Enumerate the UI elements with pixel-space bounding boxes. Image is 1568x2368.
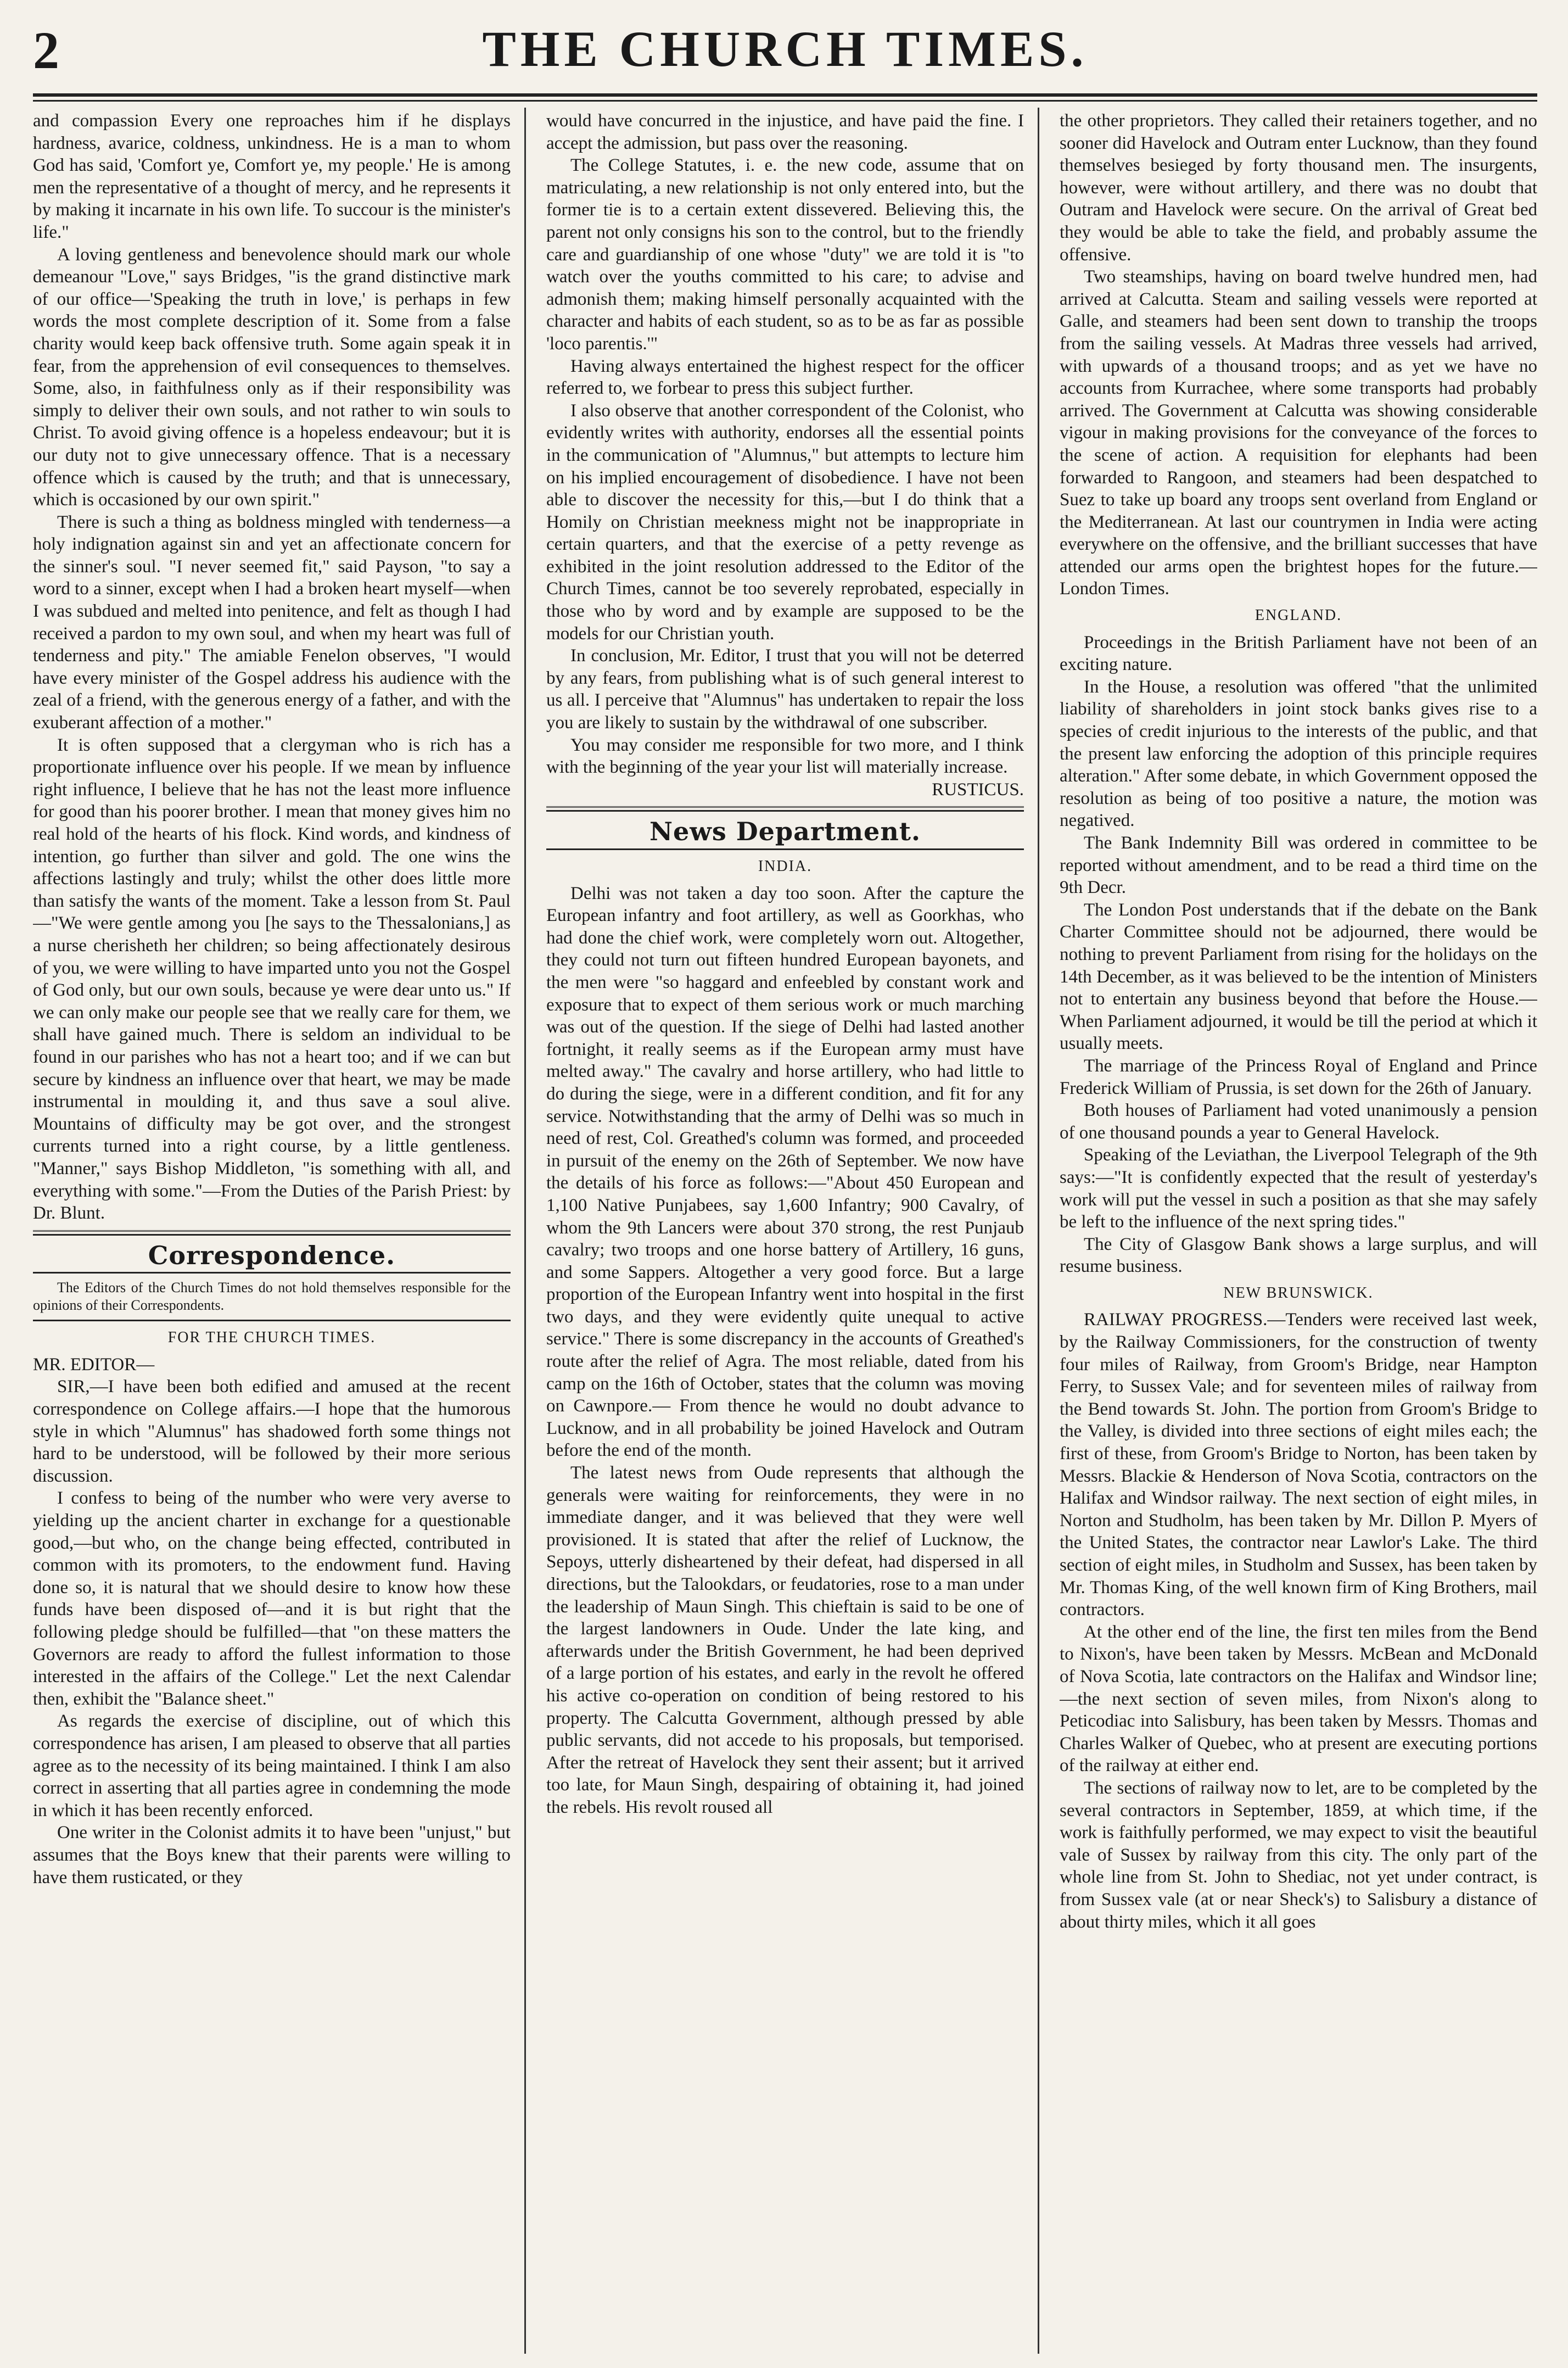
editorial-note: The Editors of the Church Times do not hold themselves responsible for the opinions of their Correspondents. xyxy=(33,1280,511,1314)
paragraph: The Bank Indemnity Bill was ordered in committee to be reported without amendment, and to be read a third time on the 9th Decr. xyxy=(1060,833,1537,898)
masthead-rule-thin xyxy=(33,100,1537,102)
paragraph: The sections of railway now to let, are to be completed by the several contractors in September, 1859, at which time, if the work is faithfully performed, we may expect to visit the beautiful vale of Sussex by railway from this city. The only part of the whole line from St. John to Shediac, not yet under contract, is from Sussex vale (at or near Sheck's) to Salisbury a distance of about thirty miles, which it all goes xyxy=(1060,1778,1537,1932)
paragraph: Having always entertained the highest respect for the officer referred to, we forbear to press this subject further. xyxy=(546,356,1024,399)
india-heading: INDIA. xyxy=(758,858,813,875)
column-1 xyxy=(33,110,511,2350)
england-heading: ENGLAND. xyxy=(1255,607,1342,624)
salutation: MR. EDITOR— xyxy=(33,1354,155,1375)
paragraph: A loving gentleness and benevolence should mark our whole demeanour "Love," says Bridges, "is the grand distinctive mark of our office—'Speaking the truth in love,' is perhaps in few words the most complete description of it. Some from a false charity would keep back offensive truth. Some again speak it in fear, from the apprehension of evil consequences to themselves. Some, also, in faithfulness only as if their responsibility was simply to deliver their own souls, and not rather to win souls to Christ. To avoid giving offence is a hopeless endeavour; but it is our duty not to give unnecessary offence. That is a necessary offence which is caused by the truth; and that is unnecessary, which is occasioned by our own spirit." xyxy=(33,244,511,510)
paragraph: The marriage of the Princess Royal of England and Prince Frederick William of Prussia, is set down for the 26th of January. xyxy=(1060,1055,1537,1098)
column-3 xyxy=(1060,110,1537,2350)
page-number: 2 xyxy=(33,21,59,80)
correspondence-heading: Correspondence. xyxy=(148,1240,396,1270)
paragraph: I also observe that another correspondent of the Colonist, who evidently writes with authority, endorses all the essential points in the communication of "Alumnus," but attempts to lecture him on his implied encouragement of disobedience. I have not been able to discover the necessity for this,—but I do think that a Homily on Christian meekness might not be inappropriate in certain quarters, and that the exercise of a petty revenge as exhibited in the joint resolution addressed to the Editor of the Church Times, cannot be too severely reprobated, especially in those who by word and by example are supposed to be the models for our Christian youth. xyxy=(546,400,1024,644)
section-divider xyxy=(33,1230,511,1236)
section-divider xyxy=(33,1272,511,1274)
paragraph: and compassion Every one reproaches him if he displays hardness, avarice, coldness, unkindness. He is a man to whom God has said, 'Comfort ye, Comfort ye, my people.' He is among men the representative of a thought of mercy, and he represents it by making it incarnate in his own life. To succour is the minister's life." xyxy=(33,111,511,242)
paragraph: Speaking of the Leviathan, the Liverpool Telegraph of the 9th says:—"It is confidently expected that the result of yesterday's work will put the vessel in such a position as that she may safely be left to the influence of the next spring tides." xyxy=(1060,1145,1537,1232)
paragraph: The London Post understands that if the debate on the Bank Charter Committee should not be adjourned, there would be nothing to prevent Parliament from rising for the holidays on the 14th December, as it was believed to be the intention of Ministers not to entertain any business beyond that before the House.— When Parliament adjourned, it would be till the period at which it usually meets. xyxy=(1060,900,1537,1054)
paragraph: the other proprietors. They called their retainers together, and no sooner did Havelock and Outram enter Lucknow, than they found themselves besieged by forty thousand men. The insurgents, however, were without artillery, and there was no doubt that Outram and Havelock were secure. On the arrival of Great bed they would be able to take the field, and probably assume the offensive. xyxy=(1060,111,1537,265)
new-brunswick-heading: NEW BRUNSWICK. xyxy=(1223,1284,1374,1302)
masthead-rule xyxy=(33,93,1537,97)
paragraph: RAILWAY PROGRESS.—Tenders were received last week, by the Railway Commissioners, for the construction of twenty four miles of Railway, from Groom's Bridge, near Hampton Ferry, to Sussex Vale; and for seventeen miles of railway from the Bend towards St. John. The portion from Groom's Bridge to the Valley, is divided into three sections of eight miles each; the first of these, from Groom's Bridge to Norton, has been taken by Messrs. Blackie & Henderson of Nova Scotia, contractors on the Halifax and Windsor railway. The next section of eight miles, in Norton and Studholm, has been taken by Mr. Dillon P. Myers of the United States, the contractor near Lawlor's Lake. The third section of eight miles, in Studholm and Sussex, has been taken by Mr. Thomas King, of the well known firm of King Brothers, mail contractors. xyxy=(1060,1310,1537,1620)
paragraph: Proceedings in the British Parliament have not been of an exciting nature. xyxy=(1060,632,1537,675)
section-divider xyxy=(546,848,1024,850)
section-divider xyxy=(546,806,1024,812)
for-line: FOR THE CHURCH TIMES. xyxy=(167,1329,376,1347)
paragraph: Two steamships, having on board twelve hundred men, had arrived at Calcutta. Steam and sailing vessels were reported at Galle, and steamers had been sent down to tranship the troops from the sailing vessels. At Madras three vessels had arrived, with upwards of a thousand troops; and as yet we have no accounts from Kurrachee, where some transports had probably arrived. The Government at Calcutta was showing considerable vigour in making provisions for the conveyance of the forces to the scene of action. A requisition for elephants had been forwarded to Rangoon, and steamers had been despatched to Suez to take up board any troops sent overland from England or the Mediterranean. At last our countrymen in India were acting everywhere on the offensive, and the brilliant successes that have attended our arms open the brightest hopes for the future.—London Times. xyxy=(1060,267,1537,599)
column-2 xyxy=(546,110,1024,2350)
section-divider xyxy=(33,1320,511,1321)
paragraph: The City of Glasgow Bank shows a large surplus, and will resume business. xyxy=(1060,1234,1537,1277)
newspaper-title: THE CHURCH TIMES. xyxy=(482,21,1088,77)
paragraph: I confess to being of the number who were very averse to yielding up the ancient charter in exchange for a questionable good,—but who, on the change being effected, contributed in common with its promoters, to the endowment fund. Having done so, it is natural that we should desire to know how these funds have been disposed of—and it is but right that the following pledge should be fulfilled—that "on these matters the Governors are ready to afford the fullest information to those interested in the affairs of the College." Let the next Calendar then, exhibit the "Balance sheet." xyxy=(33,1488,511,1709)
paragraph: There is such a thing as boldness mingled with tenderness—a holy indignation against sin and yet an affectionate concern for the sinner's soul. "I never seemed fit," said Payson, "to say a word to a sinner, except when I had a broken heart myself—when I was subdued and melted into penitence, and felt as though I had received a pardon to my own soul, and when my heart was full of tenderness and pity." The amiable Fenelon observes, "I would have every minister of the Gospel address his audience with the zeal of a friend, with the generous energy of a father, and with the exuberant affection of a mother." xyxy=(33,512,511,733)
paragraph: In conclusion, Mr. Editor, I trust that you will not be deterred by any fears, from publishing what is of such general interest to us all. I perceive that "Alumnus" has undertaken to repair the loss you are likely to sustain by the withdrawal of one subscriber. xyxy=(546,646,1024,733)
paragraph: In the House, a resolution was offered "that the unlimited liability of shareholders in joint stock banks gives rise to a species of credit injurious to the interests of the public, and that the present law enforcing the adoption of this principle requires alteration." After some debate, in which Government opposed the resolution as being of too positive a nature, the motion was negatived. xyxy=(1060,677,1537,831)
masthead xyxy=(33,20,1537,86)
paragraph: You may consider me responsible for two more, and I think with the beginning of the year your list will materially increase. xyxy=(546,735,1024,778)
paragraph: It is often supposed that a clergyman who is rich has a proportionate influence over his people. If we mean by influence right influence, I believe that he has not the least more influence for good than his poorer brother. I mean that money gives him no real hold of the hearts of his flock. Kind words, and kindness of intention, go further than silver and gold. The one wins the affections lastingly and truly; whilst the other does little more than satisfy the wants of the moment. Take a lesson from St. Paul—"We were gentle among you [he says to the Thessalonians,] as a nurse cherisheth her children; so being affectionately desirous of you, we were willing to have imparted unto you not the Gospel of God only, but our own souls, because ye were dear unto us." If we can only make our people see that we really care for them, we shall have gained much. There is seldom an individual to be found in our parishes who has not a heart too; and if we can but secure by kindness an influence over that heart, we may be made instrumental in moulding it, and thus save a soul alive. Mountains of difficulty may be got over, and the strongest currents turned into a right course, by a little gentleness. "Manner," says Bishop Middleton, "is something with all, and everything with some."—From the Duties of the Parish Priest: by Dr. Blunt. xyxy=(33,735,511,1224)
paragraph: The College Statutes, i. e. the new code, assume that on matriculating, a new relationship is not only entered into, but the former tie is to a certain extent dissevered. Believing this, the parent not only consigns his son to the control, but to the friendly care and guardianship of one whose "duty" we are told it is "to watch over the youths committed to his care; to advise and admonish them; making himself personally acquainted with the character and habits of each student, so as to be as far as possible 'loco parentis.'" xyxy=(546,155,1024,354)
paragraph: SIR,—I have been both edified and amused at the recent correspondence on College affairs.—I hope that the humorous style in which "Alumnus" has shadowed forth some things not hard to be understood, will be followed by their more serious discussion. xyxy=(33,1377,511,1486)
paragraph: The latest news from Oude represents that although the generals were waiting for reinforcements, they were in no immediate danger, and it was believed that they were well provisioned. It is stated that after the relief of Lucknow, the Sepoys, utterly disheartened by their defeat, had dispersed in all directions, but the Talookdars, or feudatories, rose to a man under the leadership of Maun Singh. This chieftain is said to be one of the largest landowners in Oude. Under the late king, and afterwards under the British Government, he had been deprived of a large portion of his estates, and early in the revolt he offered his active co-operation on condition of being restored to his property. The Calcutta Government, although pressed by able public servants, did not accede to his proposals, but temporised. After the retreat of Havelock they sent their assent; but it arrived too late, for Maun Singh, despairing of obtaining it, had joined the rebels. His revolt roused all xyxy=(546,1463,1024,1817)
column-separator xyxy=(1038,108,1039,2354)
paragraph: Both houses of Parliament had voted unanimously a pension of one thousand pounds a year to General Havelock. xyxy=(1060,1101,1537,1143)
news-department-heading: News Department. xyxy=(649,817,921,847)
paragraph: would have concurred in the injustice, and have paid the fine. I accept the admission, but pass over the reasoning. xyxy=(546,111,1024,153)
signature: RUSTICUS. xyxy=(932,779,1024,800)
paragraph: At the other end of the line, the first ten miles from the Bend to Nixon's, have been taken by Messrs. McBean and McDonald of Nova Scotia, late contractors on the Halifax and Windsor line;—the next section of seven miles, from Nixon's along to Peticodiac into Salisbury, has been taken by Messrs. Thomas and Charles Walker of Quebec, who at present are executing portions of the railway at either end. xyxy=(1060,1622,1537,1776)
column-separator xyxy=(524,108,526,2354)
paragraph: Delhi was not taken a day too soon. After the capture the European infantry and foot artillery, as well as Goorkhas, who had done the chief work, were completely worn out. Altogether, they could not turn out fifteen hundred European bayonets, and the men were "so haggard and enfeebled by constant work and exposure that to expect of them serious work or much marching was out of the question. If the siege of Delhi had lasted another fortnight, it really seems as if the European army must have melted away." The cavalry and horse artillery, who had little to do during the siege, were in a different condition, and fit for any service. Notwithstanding that the army of Delhi was so much in need of rest, Col. Greathed's column was formed, and proceeded in pursuit of the enemy on the 26th of September. We now have the details of his force as follows:—"About 450 European and 1,100 Native Punjabees, say 1,600 Infantry; 900 Cavalry, of whom the 9th Lancers were about 370 strong, the rest Punjaub cavalry; two troops and one horse battery of Artillery, 16 guns, and some Sappers. Altogether a very good force. But a large proportion of the European Infantry went into hospital in the first two days, and they were evidently quite unequal to active service." There is some discrepancy in the accounts of Greathed's route after the relief of Agra. The most reliable, dated from his camp on the 16th of October, states that the column was moving on Cawnpore.— From thence he would no doubt advance to Lucknow, and in all probability be joined Havelock and Outram before the end of the month. xyxy=(546,883,1024,1461)
paragraph: As regards the exercise of discipline, out of which this correspondence has arisen, I am pleased to observe that all parties agree as to the necessity of its being maintained. I think I am also correct in asserting that all parties agree in condemning the mode in which it has been recently enforced. xyxy=(33,1711,511,1820)
paragraph: One writer in the Colonist admits it to have been "unjust," but assumes that the Boys knew that their parents were willing to have them rusticated, or they xyxy=(33,1823,511,1887)
